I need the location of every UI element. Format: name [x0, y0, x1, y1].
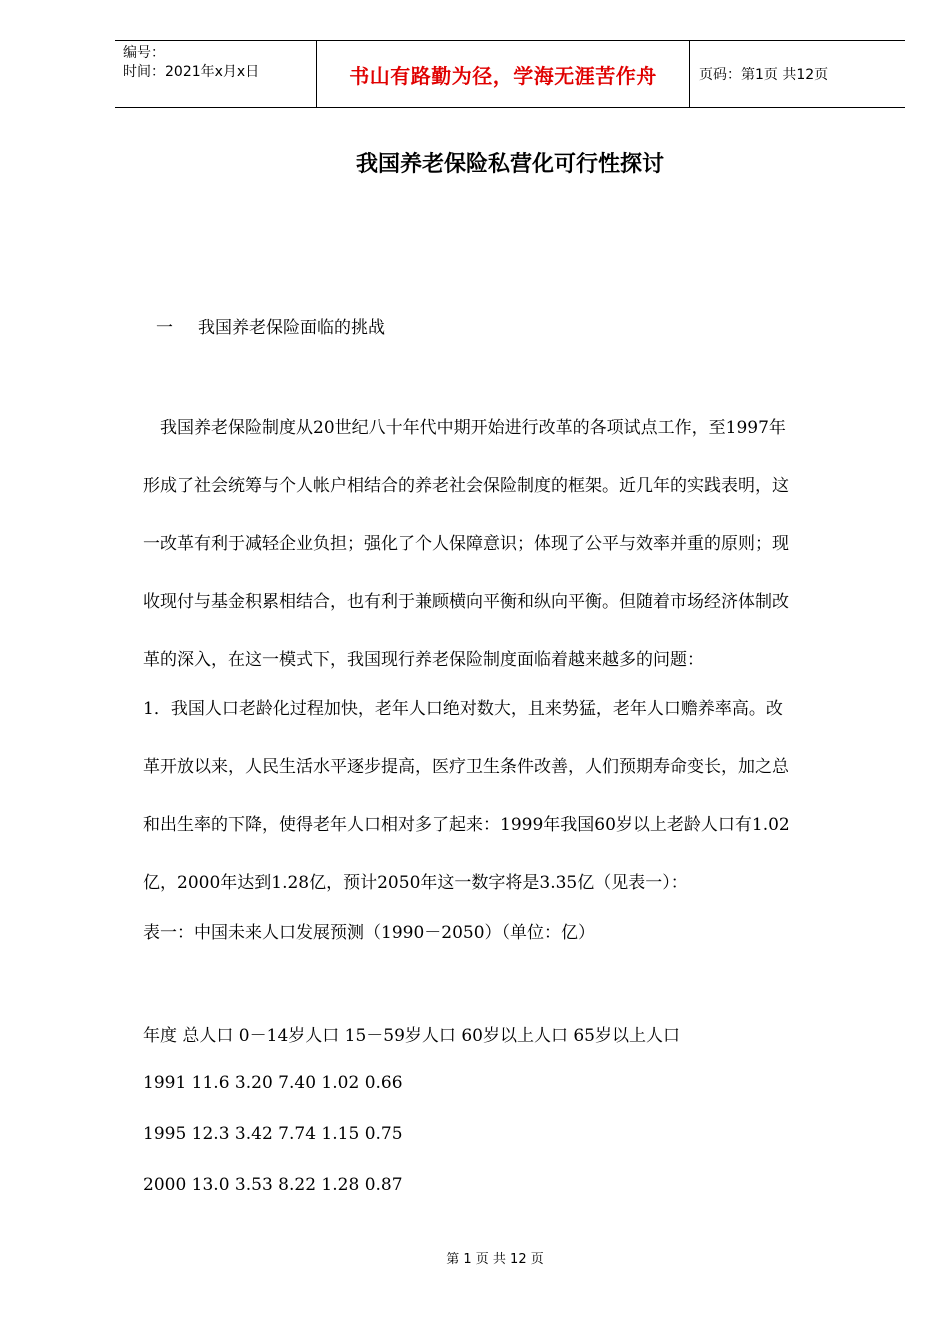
body-line: 亿，2000年达到1.28亿，预计2050年这一数字将是3.35亿（见表一）： [143, 873, 688, 893]
document-title: 我国养老保险私营化可行性探讨 [355, 152, 664, 177]
page-footer: 第 1 页 共 12 页 [446, 1252, 544, 1267]
body-line: 革的深入，在这一模式下，我国现行养老保险制度面临着越来越多的问题： [143, 650, 704, 670]
section-heading [156, 313, 385, 338]
header-motto-cell [316, 41, 690, 107]
table-row: 2000 13.0 3.53 8.22 1.28 0.87 [143, 1175, 403, 1195]
date-label: 时间：2021年x月x日 [123, 64, 260, 80]
body-line: 形成了社会统筹与个人帐户相结合的养老社会保险制度的框架。近几年的实践表明，这 [143, 476, 789, 496]
body-line: 和出生率的下降，使得老年人口相对多了起来：1999年我国60岁以上老龄人口有1.02 [143, 815, 790, 835]
body-line: 革开放以来，人民生活水平逐步提高，医疗卫生条件改善，人们预期寿命变长，加之总 [143, 757, 789, 777]
section-number: 一 [156, 318, 173, 338]
table-caption: 表一：中国未来人口发展预测（1990－2050）（单位：亿） [143, 923, 596, 943]
body-line: 一改革有利于减轻企业负担；强化了个人保障意识；体现了公平与效率并重的原则；现 [143, 534, 789, 554]
table-header: 年度 总人口 0－14岁人口 15－59岁人口 60岁以上人口 65岁以上人口 [143, 1026, 680, 1046]
body-line: 收现付与基金积累相结合，也有利于兼顾横向平衡和纵向平衡。但随着市场经济体制改 [143, 592, 789, 612]
section-title: 我国养老保险面临的挑战 [198, 318, 385, 338]
table-row: 1991 11.6 3.20 7.40 1.02 0.66 [143, 1073, 403, 1093]
serial-label: 编号： [123, 45, 165, 61]
body-line: 1．我国人口老龄化过程加快，老年人口绝对数大，且来势猛，老年人口赡养率高。改 [143, 699, 783, 719]
table-row: 1995 12.3 3.42 7.74 1.15 0.75 [143, 1124, 403, 1144]
header-page-cell [690, 41, 905, 107]
motto: 书山有路勤为径，学海无涯苦作舟 [349, 63, 657, 88]
body-line: 我国养老保险制度从20世纪八十年代中期开始进行改革的各项试点工作，至1997年 [143, 418, 786, 438]
document-header [115, 40, 905, 108]
page-label: 页码：第1页 共12页 [699, 67, 829, 83]
header-meta [115, 41, 316, 107]
